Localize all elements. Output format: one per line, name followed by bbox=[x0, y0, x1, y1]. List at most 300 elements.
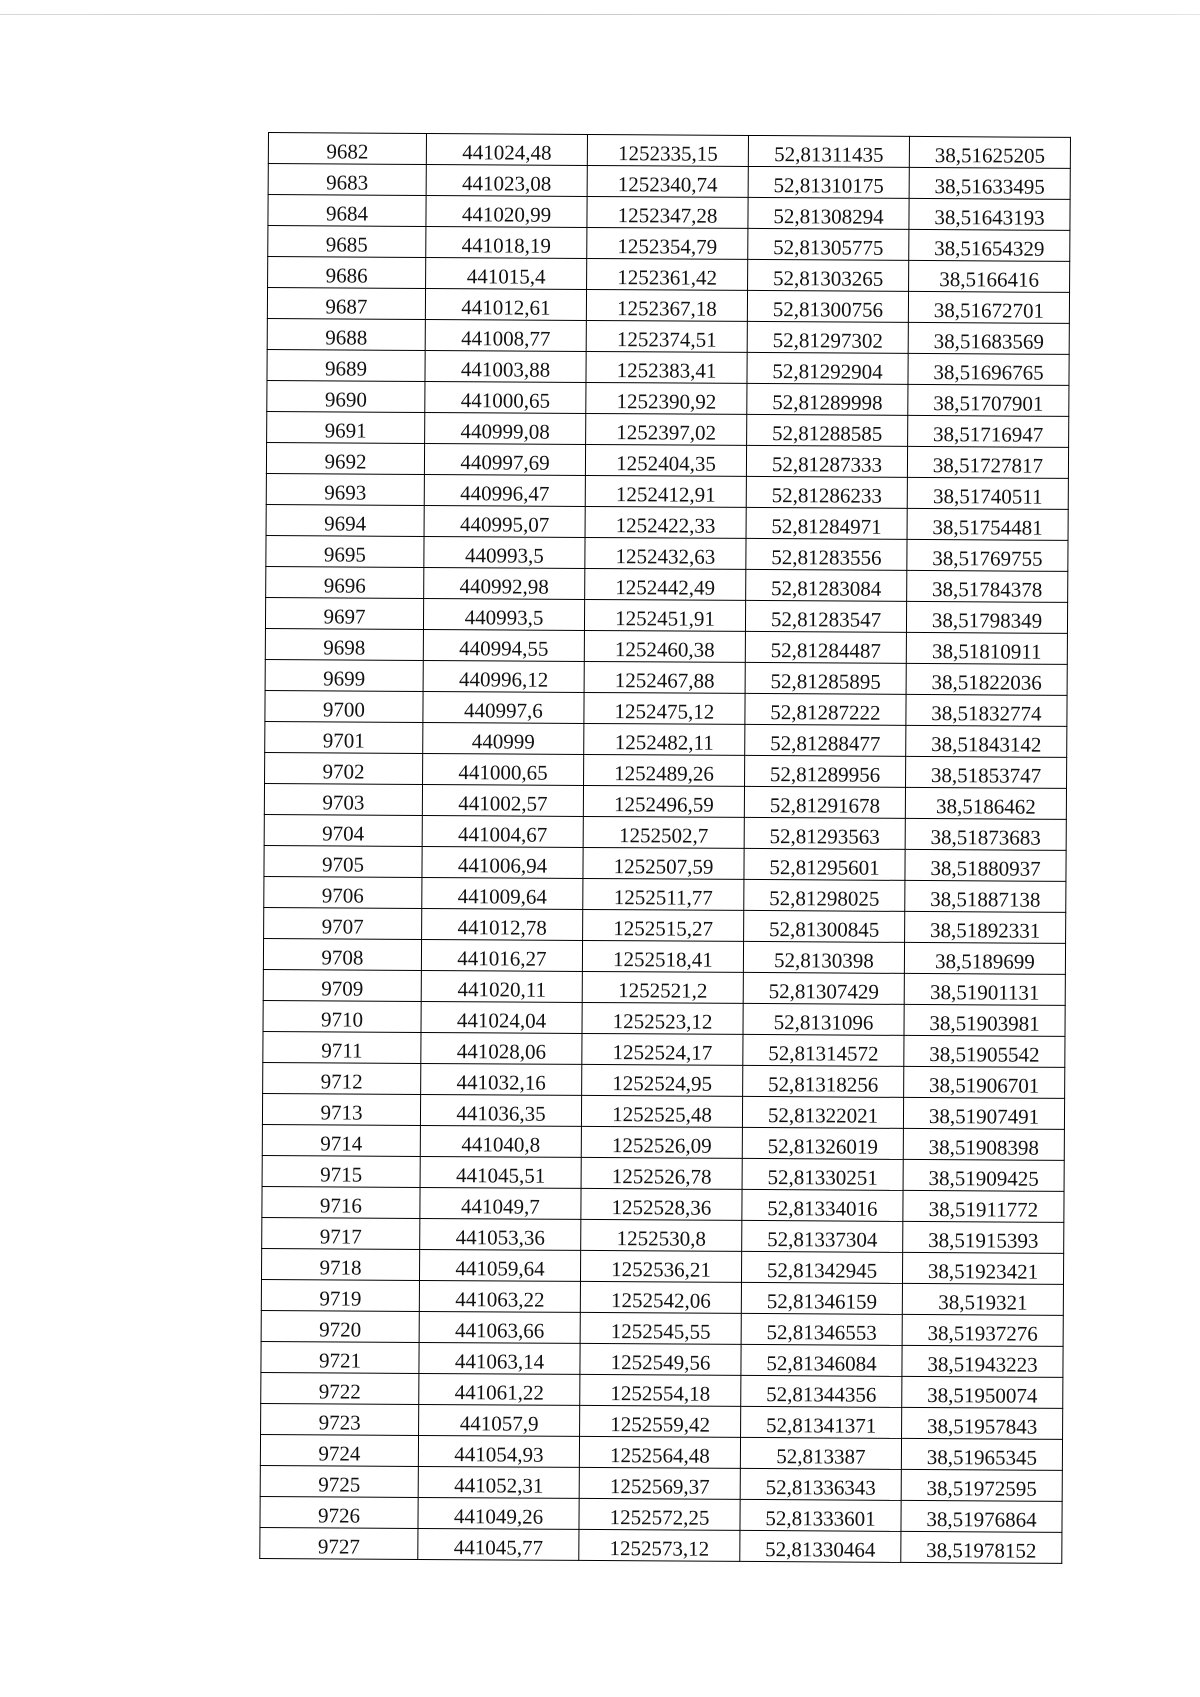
cell-text: 9695 bbox=[323, 541, 366, 567]
table-row bbox=[267, 380, 1069, 416]
x-coordinate-cell bbox=[425, 350, 586, 382]
cell-text: 52,81305775 bbox=[773, 234, 884, 260]
point-number-cell bbox=[264, 783, 422, 815]
latitude-cell bbox=[743, 1003, 904, 1035]
cell-text: 1252523,12 bbox=[612, 1008, 713, 1034]
x-coordinate-cell bbox=[421, 939, 582, 971]
point-number-cell bbox=[260, 1465, 418, 1497]
cell-text: 52,81286233 bbox=[771, 482, 882, 508]
x-coordinate-cell bbox=[421, 970, 582, 1002]
longitude-cell bbox=[907, 508, 1068, 540]
longitude-cell bbox=[904, 973, 1065, 1005]
y-coordinate-cell bbox=[584, 723, 745, 755]
x-coordinate-cell bbox=[425, 381, 586, 413]
table-row bbox=[265, 628, 1067, 664]
cell-text: 38,51873683 bbox=[930, 824, 1041, 850]
x-coordinate-cell bbox=[425, 412, 586, 444]
latitude-cell bbox=[748, 166, 909, 198]
cell-text: 38,5189699 bbox=[935, 948, 1035, 974]
x-coordinate-cell bbox=[425, 319, 586, 351]
cell-text: 441016,27 bbox=[457, 945, 547, 971]
cell-text: 440994,55 bbox=[459, 635, 549, 661]
y-coordinate-cell bbox=[583, 785, 744, 817]
cell-text: 38,51937276 bbox=[927, 1320, 1038, 1346]
y-coordinate-cell bbox=[583, 909, 744, 941]
cell-text: 52,81297302 bbox=[772, 327, 883, 353]
cell-text: 1252564,48 bbox=[609, 1442, 710, 1468]
point-number-cell bbox=[267, 411, 425, 443]
cell-text: 9709 bbox=[321, 975, 364, 1001]
cell-text: 441059,64 bbox=[455, 1255, 545, 1281]
table-row bbox=[267, 411, 1069, 447]
cell-text: 9686 bbox=[325, 262, 368, 288]
cell-text: 52,81288585 bbox=[771, 420, 883, 446]
longitude-cell bbox=[906, 632, 1067, 664]
cell-text: 9715 bbox=[320, 1161, 363, 1187]
latitude-cell bbox=[747, 321, 908, 353]
longitude-cell bbox=[905, 880, 1066, 912]
cell-text: 441012,61 bbox=[461, 294, 551, 320]
y-coordinate-cell bbox=[579, 1529, 740, 1561]
longitude-cell bbox=[905, 849, 1066, 881]
x-coordinate-cell bbox=[418, 1466, 579, 1498]
latitude-cell bbox=[745, 693, 906, 725]
cell-text: 1252572,25 bbox=[609, 1504, 710, 1530]
longitude-cell bbox=[902, 1283, 1063, 1315]
cell-text: 441015,4 bbox=[466, 263, 546, 289]
point-number-cell bbox=[263, 1062, 421, 1094]
cell-text: 9699 bbox=[323, 665, 366, 691]
cell-text: 52,81330251 bbox=[767, 1164, 878, 1190]
y-coordinate-cell bbox=[582, 1033, 743, 1065]
latitude-cell bbox=[746, 476, 907, 508]
table-row bbox=[261, 1279, 1063, 1315]
x-coordinate-cell bbox=[426, 164, 587, 196]
table-row bbox=[266, 442, 1068, 478]
x-coordinate-cell bbox=[424, 536, 585, 568]
y-coordinate-cell bbox=[580, 1374, 741, 1406]
longitude-cell bbox=[906, 694, 1067, 726]
y-coordinate-cell bbox=[581, 1095, 742, 1127]
longitude-cell bbox=[903, 1128, 1064, 1160]
point-number-cell bbox=[268, 133, 426, 165]
cell-text: 9710 bbox=[321, 1006, 364, 1032]
longitude-cell bbox=[901, 1531, 1062, 1563]
cell-text: 52,81283084 bbox=[771, 575, 882, 601]
latitude-cell bbox=[742, 1158, 903, 1190]
cell-text: 38,51696765 bbox=[933, 359, 1044, 385]
table-row bbox=[265, 690, 1067, 726]
point-number-cell bbox=[266, 535, 424, 567]
y-coordinate-cell bbox=[586, 413, 747, 445]
cell-text: 1252554,18 bbox=[610, 1380, 711, 1406]
cell-text: 1252340,74 bbox=[617, 171, 718, 197]
x-coordinate-cell bbox=[426, 226, 587, 258]
longitude-cell bbox=[909, 260, 1070, 292]
cell-text: 1252367,18 bbox=[616, 295, 717, 321]
x-coordinate-cell bbox=[426, 195, 587, 227]
longitude-cell bbox=[909, 136, 1070, 168]
table-row bbox=[263, 969, 1065, 1005]
table-row bbox=[263, 938, 1065, 974]
cell-text: 52,8131096 bbox=[773, 1009, 874, 1035]
cell-text: 52,81341371 bbox=[765, 1412, 877, 1438]
cell-text: 38,51943223 bbox=[927, 1351, 1038, 1377]
cell-text: 9726 bbox=[317, 1502, 361, 1528]
cell-text: 1252460,38 bbox=[614, 636, 715, 662]
longitude-cell bbox=[907, 477, 1068, 509]
cell-text: 52,81291678 bbox=[769, 792, 881, 818]
x-coordinate-cell bbox=[423, 598, 584, 630]
cell-text: 38,51707901 bbox=[933, 390, 1044, 416]
latitude-cell bbox=[745, 662, 906, 694]
cell-text: 38,51906701 bbox=[928, 1072, 1040, 1098]
cell-text: 441063,66 bbox=[454, 1317, 545, 1343]
point-number-cell bbox=[264, 845, 422, 877]
x-coordinate-cell bbox=[423, 722, 584, 754]
longitude-cell bbox=[903, 1097, 1064, 1129]
cell-text: 1252442,49 bbox=[615, 574, 716, 600]
y-coordinate-cell bbox=[585, 537, 746, 569]
table-row bbox=[262, 1124, 1064, 1160]
cell-text: 9718 bbox=[319, 1254, 362, 1280]
point-number-cell bbox=[260, 1434, 418, 1466]
table-row bbox=[263, 1031, 1065, 1067]
cell-text: 1252542,06 bbox=[610, 1287, 711, 1313]
table-row bbox=[268, 133, 1070, 169]
cell-text: 52,81308294 bbox=[773, 203, 884, 229]
point-number-cell bbox=[261, 1310, 419, 1342]
cell-text: 52,81346553 bbox=[766, 1319, 877, 1345]
cell-text: 38,51907491 bbox=[928, 1103, 1040, 1129]
cell-text: 52,81307429 bbox=[768, 978, 879, 1004]
cell-text: 52,81283556 bbox=[771, 544, 882, 570]
latitude-cell bbox=[741, 1313, 902, 1345]
cell-text: 38,51633495 bbox=[934, 173, 1045, 199]
cell-text: 440992,98 bbox=[459, 573, 549, 599]
cell-text: 9720 bbox=[319, 1316, 362, 1342]
cell-text: 1252374,51 bbox=[616, 326, 717, 352]
cell-text: 1252518,41 bbox=[613, 946, 713, 972]
y-coordinate-cell bbox=[582, 1064, 743, 1096]
latitude-cell bbox=[741, 1282, 902, 1314]
coordinates-table bbox=[259, 132, 1071, 1564]
cell-text: 9690 bbox=[324, 386, 367, 412]
cell-text: 52,81288477 bbox=[770, 730, 881, 756]
latitude-cell bbox=[741, 1251, 902, 1283]
point-number-cell bbox=[266, 504, 424, 536]
cell-text: 1252496,59 bbox=[613, 791, 714, 817]
cell-text: 9724 bbox=[318, 1440, 361, 1466]
y-coordinate-cell bbox=[583, 847, 744, 879]
cell-text: 9713 bbox=[320, 1099, 363, 1125]
longitude-cell bbox=[905, 787, 1066, 819]
cell-text: 38,51909425 bbox=[928, 1165, 1039, 1191]
latitude-cell bbox=[740, 1437, 901, 1469]
point-number-cell bbox=[265, 752, 423, 784]
point-number-cell bbox=[260, 1527, 418, 1559]
y-coordinate-cell bbox=[583, 878, 744, 910]
cell-text: 441036,35 bbox=[456, 1100, 546, 1126]
cell-text: 9705 bbox=[321, 851, 365, 877]
cell-text: 1252573,12 bbox=[609, 1535, 710, 1561]
cell-text: 52,81336343 bbox=[765, 1474, 876, 1500]
latitude-cell bbox=[744, 879, 905, 911]
cell-text: 441000,65 bbox=[460, 387, 551, 413]
cell-text: 1252482,11 bbox=[614, 729, 714, 755]
table-row bbox=[266, 473, 1068, 509]
latitude-cell bbox=[745, 724, 906, 756]
x-coordinate-cell bbox=[419, 1404, 580, 1436]
table-row bbox=[262, 1186, 1064, 1222]
latitude-cell bbox=[748, 135, 909, 167]
point-number-cell bbox=[261, 1403, 419, 1435]
table-row bbox=[268, 195, 1070, 231]
cell-text: 1252475,12 bbox=[614, 698, 715, 724]
table-row bbox=[261, 1248, 1063, 1284]
cell-text: 441018,19 bbox=[461, 232, 552, 258]
y-coordinate-cell bbox=[584, 692, 745, 724]
cell-text: 38,51976864 bbox=[926, 1506, 1037, 1532]
x-coordinate-cell bbox=[418, 1497, 579, 1529]
cell-text: 38,51853747 bbox=[930, 762, 1042, 788]
cell-text: 1252383,41 bbox=[616, 357, 717, 383]
y-coordinate-cell bbox=[586, 320, 747, 352]
cell-text: 441032,16 bbox=[456, 1069, 546, 1095]
table-row bbox=[265, 597, 1067, 633]
cell-text: 441049,7 bbox=[460, 1193, 540, 1219]
y-coordinate-cell bbox=[579, 1498, 740, 1530]
table-row bbox=[266, 566, 1068, 602]
cell-text: 52,81287333 bbox=[771, 451, 883, 477]
longitude-cell bbox=[908, 322, 1069, 354]
latitude-cell bbox=[743, 1034, 904, 1066]
longitude-cell bbox=[908, 415, 1069, 447]
longitude-cell bbox=[909, 198, 1070, 230]
longitude-cell bbox=[907, 446, 1068, 478]
cell-text: 441061,22 bbox=[454, 1379, 545, 1405]
point-number-cell bbox=[265, 721, 423, 753]
longitude-cell bbox=[906, 725, 1067, 757]
cell-text: 38,51903981 bbox=[929, 1010, 1040, 1036]
cell-text: 52,81326019 bbox=[767, 1133, 879, 1159]
latitude-cell bbox=[744, 848, 905, 880]
latitude-cell bbox=[740, 1530, 901, 1562]
y-coordinate-cell bbox=[585, 568, 746, 600]
table-row bbox=[260, 1434, 1062, 1470]
table-row bbox=[264, 845, 1066, 881]
cell-text: 52,81322021 bbox=[767, 1102, 879, 1128]
cell-text: 38,51950074 bbox=[927, 1382, 1038, 1408]
y-coordinate-cell bbox=[582, 940, 743, 972]
cell-text: 38,51978152 bbox=[926, 1537, 1037, 1563]
cell-text: 441045,77 bbox=[453, 1534, 544, 1560]
cell-text: 9688 bbox=[325, 324, 368, 350]
x-coordinate-cell bbox=[422, 908, 583, 940]
latitude-cell bbox=[741, 1344, 902, 1376]
cell-text: 441000,65 bbox=[458, 759, 548, 785]
y-coordinate-cell bbox=[587, 165, 748, 197]
cell-text: 38,51911772 bbox=[928, 1196, 1039, 1222]
y-coordinate-cell bbox=[584, 661, 745, 693]
cell-text: 441053,36 bbox=[455, 1224, 545, 1250]
cell-text: 9693 bbox=[324, 479, 367, 505]
cell-text: 38,51905542 bbox=[929, 1041, 1040, 1067]
latitude-cell bbox=[747, 414, 908, 446]
cell-text: 52,81311435 bbox=[774, 141, 884, 167]
cell-text: 52,81337304 bbox=[767, 1226, 878, 1252]
cell-text: 9698 bbox=[323, 634, 366, 660]
cell-text: 9684 bbox=[325, 200, 369, 226]
x-coordinate-cell bbox=[424, 567, 585, 599]
y-coordinate-cell bbox=[580, 1250, 741, 1282]
cell-text: 52,81330464 bbox=[765, 1536, 876, 1562]
cell-text: 52,81284487 bbox=[770, 637, 882, 663]
table-row bbox=[260, 1496, 1062, 1532]
cell-text: 38,51769755 bbox=[932, 545, 1043, 571]
latitude-cell bbox=[743, 972, 904, 1004]
x-coordinate-cell bbox=[421, 1001, 582, 1033]
cell-text: 441063,14 bbox=[454, 1348, 545, 1374]
y-coordinate-cell bbox=[581, 1219, 742, 1251]
cell-text: 9717 bbox=[319, 1223, 362, 1249]
y-coordinate-cell bbox=[587, 258, 748, 290]
coordinates-table-body bbox=[260, 133, 1071, 1564]
point-number-cell bbox=[261, 1341, 419, 1373]
table-row bbox=[261, 1341, 1063, 1377]
longitude-cell bbox=[906, 663, 1067, 695]
x-coordinate-cell bbox=[423, 660, 584, 692]
y-coordinate-cell bbox=[580, 1405, 741, 1437]
cell-text: 52,81346084 bbox=[766, 1350, 877, 1376]
cell-text: 1252451,91 bbox=[615, 605, 715, 631]
cell-text: 1252347,28 bbox=[617, 202, 718, 228]
cell-text: 1252545,55 bbox=[610, 1318, 711, 1344]
y-coordinate-cell bbox=[582, 971, 743, 1003]
point-number-cell bbox=[267, 318, 425, 350]
x-coordinate-cell bbox=[419, 1249, 580, 1281]
cell-text: 1252404,35 bbox=[616, 450, 716, 476]
longitude-cell bbox=[907, 570, 1068, 602]
longitude-cell bbox=[904, 1066, 1065, 1098]
cell-text: 9696 bbox=[323, 572, 366, 598]
table-row bbox=[260, 1527, 1062, 1563]
longitude-cell bbox=[902, 1345, 1063, 1377]
longitude-cell bbox=[909, 229, 1070, 261]
point-number-cell bbox=[265, 597, 423, 629]
y-coordinate-cell bbox=[586, 382, 747, 414]
cell-text: 38,51798349 bbox=[931, 607, 1043, 633]
x-coordinate-cell bbox=[424, 505, 585, 537]
point-number-cell bbox=[264, 907, 422, 939]
cell-text: 9708 bbox=[321, 944, 364, 970]
y-coordinate-cell bbox=[581, 1188, 742, 1220]
table-row bbox=[261, 1372, 1063, 1408]
cell-text: 52,8130398 bbox=[774, 947, 874, 973]
latitude-cell bbox=[743, 941, 904, 973]
cell-text: 440996,47 bbox=[460, 480, 550, 506]
cell-text: 1252549,56 bbox=[610, 1349, 711, 1375]
x-coordinate-cell bbox=[422, 877, 583, 909]
latitude-cell bbox=[740, 1499, 901, 1531]
latitude-cell bbox=[742, 1220, 903, 1252]
cell-text: 38,51923421 bbox=[927, 1258, 1039, 1284]
y-coordinate-cell bbox=[585, 475, 746, 507]
cell-text: 38,519321 bbox=[938, 1289, 1028, 1315]
point-number-cell bbox=[266, 566, 424, 598]
cell-text: 9703 bbox=[322, 789, 365, 815]
cell-text: 52,813387 bbox=[776, 1443, 866, 1469]
x-coordinate-cell bbox=[419, 1342, 580, 1374]
cell-text: 1252390,92 bbox=[616, 388, 717, 414]
latitude-cell bbox=[747, 383, 908, 415]
cell-text: 440993,5 bbox=[464, 604, 544, 630]
longitude-cell bbox=[907, 539, 1068, 571]
cell-text: 38,51957843 bbox=[926, 1413, 1038, 1439]
cell-text: 1252524,17 bbox=[612, 1039, 713, 1065]
cell-text: 52,81333601 bbox=[765, 1505, 876, 1531]
cell-text: 441054,93 bbox=[454, 1441, 544, 1467]
cell-text: 52,81285895 bbox=[770, 668, 881, 694]
cell-text: 1252412,91 bbox=[615, 481, 716, 507]
cell-text: 9704 bbox=[322, 820, 365, 846]
latitude-cell bbox=[742, 1189, 903, 1221]
cell-text: 9727 bbox=[317, 1533, 360, 1559]
cell-text: 441006,94 bbox=[457, 852, 548, 878]
table-row bbox=[264, 876, 1066, 912]
y-coordinate-cell bbox=[587, 134, 748, 166]
cell-text: 441024,48 bbox=[462, 139, 552, 165]
cell-text: 52,81310175 bbox=[773, 172, 884, 198]
longitude-cell bbox=[908, 353, 1069, 385]
cell-text: 38,51843142 bbox=[931, 731, 1042, 757]
x-coordinate-cell bbox=[425, 288, 586, 320]
cell-text: 9682 bbox=[326, 138, 369, 164]
latitude-cell bbox=[742, 1127, 903, 1159]
point-number-cell bbox=[261, 1248, 419, 1280]
cell-text: 441020,11 bbox=[457, 976, 547, 1002]
longitude-cell bbox=[904, 1035, 1065, 1067]
point-number-cell bbox=[262, 1155, 420, 1187]
longitude-cell bbox=[902, 1407, 1063, 1439]
latitude-cell bbox=[741, 1375, 902, 1407]
cell-text: 52,81298025 bbox=[769, 885, 880, 911]
longitude-cell bbox=[905, 818, 1066, 850]
point-number-cell bbox=[262, 1186, 420, 1218]
cell-text: 9694 bbox=[324, 510, 367, 536]
x-coordinate-cell bbox=[420, 1156, 581, 1188]
latitude-cell bbox=[740, 1468, 901, 1500]
longitude-cell bbox=[905, 911, 1066, 943]
y-coordinate-cell bbox=[580, 1281, 741, 1313]
y-coordinate-cell bbox=[580, 1343, 741, 1375]
x-coordinate-cell bbox=[418, 1528, 579, 1560]
y-coordinate-cell bbox=[585, 444, 746, 476]
x-coordinate-cell bbox=[423, 691, 584, 723]
cell-text: 9692 bbox=[324, 448, 367, 474]
y-coordinate-cell bbox=[584, 754, 745, 786]
table-row bbox=[266, 535, 1068, 571]
longitude-cell bbox=[908, 291, 1069, 323]
cell-text: 1252559,42 bbox=[610, 1411, 711, 1437]
cell-text: 38,51784378 bbox=[932, 576, 1043, 602]
x-coordinate-cell bbox=[418, 1435, 579, 1467]
cell-text: 9689 bbox=[324, 355, 368, 381]
longitude-cell bbox=[902, 1252, 1063, 1284]
latitude-cell bbox=[742, 1096, 903, 1128]
y-coordinate-cell bbox=[581, 1157, 742, 1189]
cell-text: 9691 bbox=[324, 417, 367, 443]
